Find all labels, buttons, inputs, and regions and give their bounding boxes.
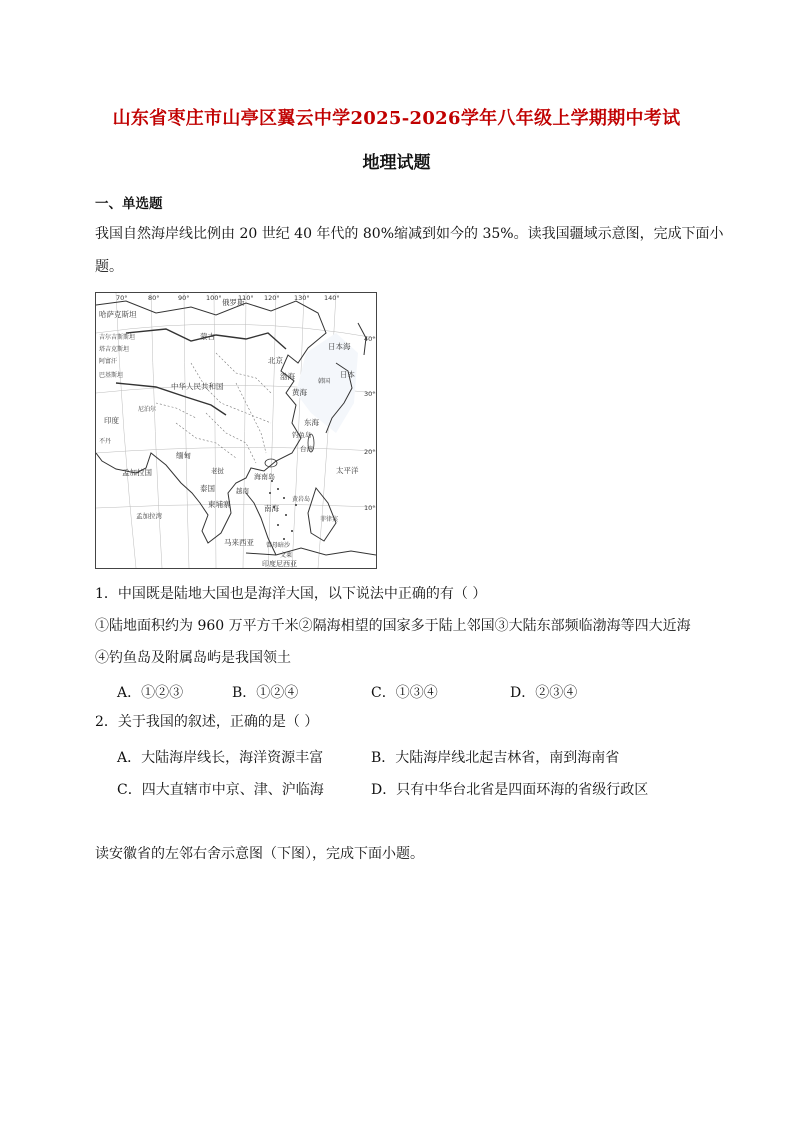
label-china: 中华人民共和国	[171, 382, 224, 391]
option-letter: D．	[510, 685, 536, 701]
lon-tick-120: 120°	[264, 294, 280, 302]
lat-tick-20: 20°	[364, 448, 376, 456]
lon-tick-90: 90°	[178, 294, 190, 302]
label-kazakhstan: 哈萨克斯坦	[99, 310, 137, 319]
label-mongolia: 蒙古	[200, 332, 215, 341]
option-letter: D．	[371, 782, 397, 798]
option-letter: B．	[232, 685, 257, 701]
label-cambodia: 柬埔寨	[208, 500, 231, 509]
lon-tick-140: 140°	[324, 294, 340, 302]
q2-option-d[interactable]	[371, 779, 648, 799]
label-philippines: 菲律宾	[320, 516, 339, 523]
q1-option-d[interactable]	[510, 682, 577, 702]
lat-tick-10: 10°	[364, 504, 376, 512]
lon-tick-100: 100°	[206, 294, 222, 302]
label-bay-of-bengal: 孟加拉湾	[136, 512, 162, 520]
label-huangyan: 黄岩岛	[292, 496, 311, 503]
option-text: 大陆海岸线北起吉林省，南到海南省	[395, 750, 620, 766]
label-myanmar: 缅甸	[176, 451, 191, 460]
option-letter: B．	[371, 750, 396, 766]
lat-tick-30: 30°	[364, 390, 376, 398]
label-bangladesh: 孟加拉国	[122, 468, 152, 477]
label-afghanistan: 阿富汗	[99, 358, 118, 365]
label-japan: 日本	[340, 370, 355, 379]
label-laos: 老挝	[211, 467, 224, 475]
option-letter: C．	[117, 782, 142, 798]
option-letter: C．	[371, 685, 396, 701]
label-thailand: 泰国	[200, 484, 215, 493]
exam-subtitle: 地理试题	[362, 153, 431, 173]
option-letter: A．	[117, 685, 142, 701]
q1-statements-line-2: ④钓鱼岛及附属岛屿是我国领土	[95, 650, 291, 666]
lat-tick-40: 40°	[364, 335, 376, 343]
intro-line-1: 我国自然海岸线比例由 20 世纪 40 年代的 80%缩减到如今的 35%。读我国疆域示意图，完成下面小	[95, 226, 724, 242]
q1-stem: 1．中国既是陆地大国也是海洋大国，以下说法中正确的有（ ）	[95, 586, 487, 602]
map-graphic	[96, 293, 376, 568]
label-india: 印度	[104, 416, 119, 425]
label-east-sea: 东海	[304, 418, 319, 427]
section-heading: 一、单选题	[95, 196, 163, 212]
label-diaoyu: 钓鱼岛	[292, 431, 312, 439]
option-text: 四大直辖市中京、津、沪临海	[141, 782, 324, 798]
option-text: 大陆海岸线长，海洋资源丰富	[141, 750, 324, 766]
q2-option-a[interactable]	[117, 747, 323, 767]
label-japan-sea: 日本海	[328, 342, 351, 351]
q1-option-c[interactable]	[371, 682, 438, 702]
option-text: ①②④	[256, 685, 299, 701]
label-zengmu: 曾母暗沙	[266, 542, 291, 549]
option-letter: A．	[117, 750, 142, 766]
option-text: ②③④	[535, 685, 578, 701]
q1-statements-line-1: ①陆地面积约为 960 万平方千米②隔海相望的国家多于陆上邻国③大陆东部频临渤海等四大近海	[95, 618, 691, 634]
label-pakistan: 巴基斯坦	[99, 372, 124, 379]
lon-tick-80: 80°	[148, 294, 160, 302]
label-vietnam: 越南	[236, 487, 249, 495]
lon-tick-130: 130°	[294, 294, 310, 302]
label-nepal: 尼泊尔	[138, 406, 157, 413]
label-korea: 韩国	[318, 378, 331, 385]
q1-option-b[interactable]	[232, 682, 298, 702]
label-pacific: 太平洋	[336, 466, 359, 475]
label-indonesia: 印度尼西亚	[262, 560, 297, 568]
next-intro: 读安徽省的左邻右舍示意图（下图），完成下面小题。	[95, 846, 424, 862]
option-text: 只有中华台北省是四面环海的省级行政区	[396, 782, 649, 798]
label-malaysia: 马来西亚	[224, 538, 254, 547]
label-brunei: 文莱	[280, 552, 293, 559]
q2-stem: 2．关于我国的叙述，正确的是（ ）	[95, 714, 319, 730]
label-tajikistan: 塔吉克斯坦	[99, 346, 130, 353]
label-russia: 俄罗斯	[222, 298, 245, 307]
option-text: ①②③	[141, 685, 184, 701]
label-bhutan: 不丹	[99, 438, 112, 445]
lon-tick-110: 110°	[238, 294, 254, 302]
q1-option-a[interactable]	[117, 682, 183, 702]
exam-title: 山东省枣庄市山亭区翼云中学2025-2026学年八年级上学期期中考试	[112, 108, 681, 129]
intro-line-2: 题。	[95, 259, 123, 275]
lon-tick-70: 70°	[116, 294, 128, 302]
china-territory-map	[95, 292, 377, 569]
label-taiwan: 台湾	[300, 445, 313, 453]
label-kyrgyzstan: 吉尔吉斯斯坦	[99, 334, 136, 341]
q2-option-b[interactable]	[371, 747, 619, 767]
label-yellow-sea: 黄海	[292, 388, 307, 397]
label-south-sea: 南海	[264, 504, 279, 513]
label-beijing: 北京	[268, 356, 283, 365]
label-hainan: 海南岛	[254, 473, 275, 481]
q2-option-c[interactable]	[117, 779, 324, 799]
option-text: ①③④	[395, 685, 438, 701]
label-bohai: 渤海	[280, 372, 295, 381]
